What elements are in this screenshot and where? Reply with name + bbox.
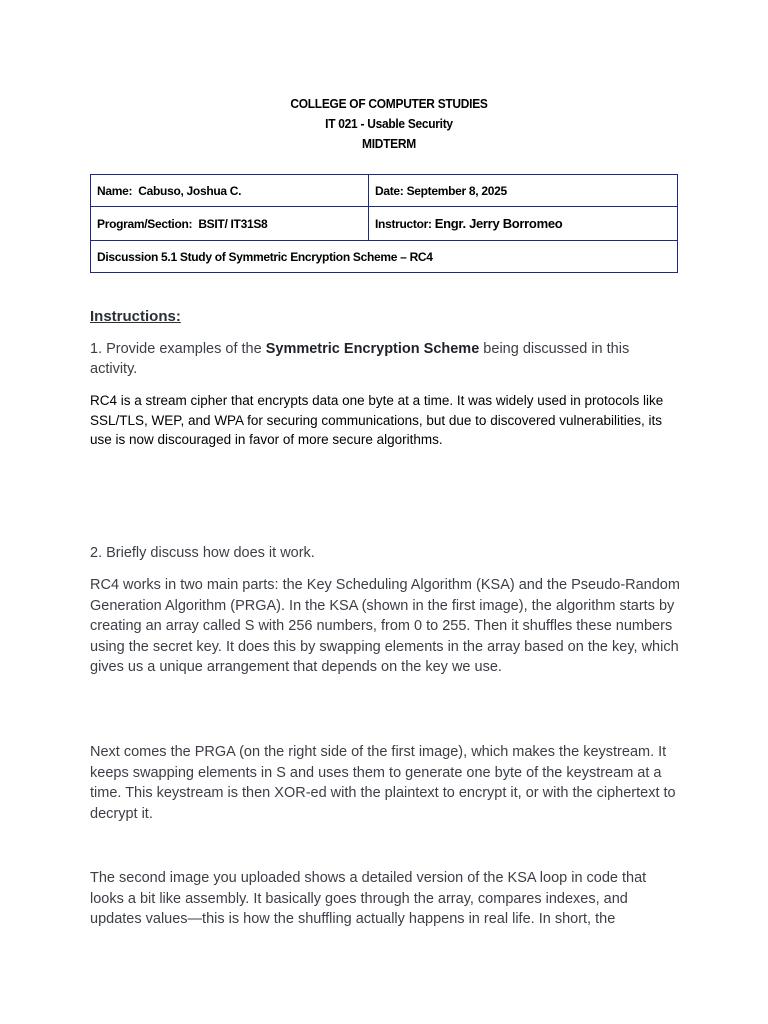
answer-2-paragraph-1: RC4 works in two main parts: the Key Scheduling Algorithm (KSA) and the Pseudo-Random Generation Algorithm (PRGA). In the KSA (shown in the first image), the algorithm starts by creating an array called S with 256 numbers, from 0 to 255. Then it shuffles these numbers using the secret key. It does this by swapping elements in the array based on the key, which gives us a unique arrangement that depends on the key we use.: [90, 577, 680, 675]
program-cell: [91, 207, 369, 241]
answer-2-paragraph-3: The second image you uploaded shows a detailed version of the KSA loop in code that looks a bit like assembly. It basically goes through the array, compares indexes, and updates values—this is how the shuffling actually happens in real life. In short, the: [90, 870, 647, 927]
program-value: BSIT/ IT31S8: [198, 216, 268, 231]
name-value: Cabuso, Joshua C.: [138, 183, 242, 198]
table-row: [91, 175, 678, 207]
discussion-cell: [91, 241, 678, 273]
date-label: Date:: [375, 183, 404, 198]
college-title: COLLEGE OF COMPUTER STUDIES: [290, 96, 488, 111]
table-row: [91, 207, 678, 241]
question-1: [90, 339, 680, 379]
course-title: IT 021 - Usable Security: [325, 116, 453, 131]
question-1-suffix: being discussed in this activity.: [90, 341, 630, 377]
instructor-cell: [369, 207, 678, 241]
question-1-prefix: 1. Provide examples of the: [90, 341, 266, 357]
date-value: September 8, 2025: [406, 183, 507, 198]
document-header: [31, 94, 747, 154]
name-cell: [91, 175, 369, 207]
instructor-label: Instructor:: [375, 217, 432, 231]
table-row: [91, 241, 678, 273]
question-1-bold: Symmetric Encryption Scheme: [265, 341, 480, 357]
program-label: Program/Section:: [97, 216, 193, 231]
answer-2-paragraph-2: Next comes the PRGA (on the right side of the first image), which makes the keystream. It keeps swapping elements in S and uses them to generate one byte of the keystream at a time. This keystream is then XOR-ed with the plaintext to encrypt it, or with the ciphertext to decrypt it.: [90, 744, 676, 822]
question-2: 2. Briefly discuss how does it work.: [90, 545, 315, 561]
date-cell: [369, 175, 678, 207]
name-label: Name:: [97, 183, 133, 198]
student-info-table: [90, 174, 678, 273]
instructor-value: Engr. Jerry Borromeo: [434, 216, 563, 231]
discussion-title: Discussion 5.1 Study of Symmetric Encryption Scheme – RC4: [97, 249, 433, 264]
exam-title: MIDTERM: [362, 136, 416, 151]
answer-1: RC4 is a stream cipher that encrypts data one byte at a time. It was widely used in protocols like SSL/TLS, WEP, and WPA for securing communications, but due to discovered vulnerabilities, its use is now discouraged in favor of more secure algorithms.: [90, 393, 664, 447]
instructions-heading: Instructions:: [90, 308, 181, 325]
